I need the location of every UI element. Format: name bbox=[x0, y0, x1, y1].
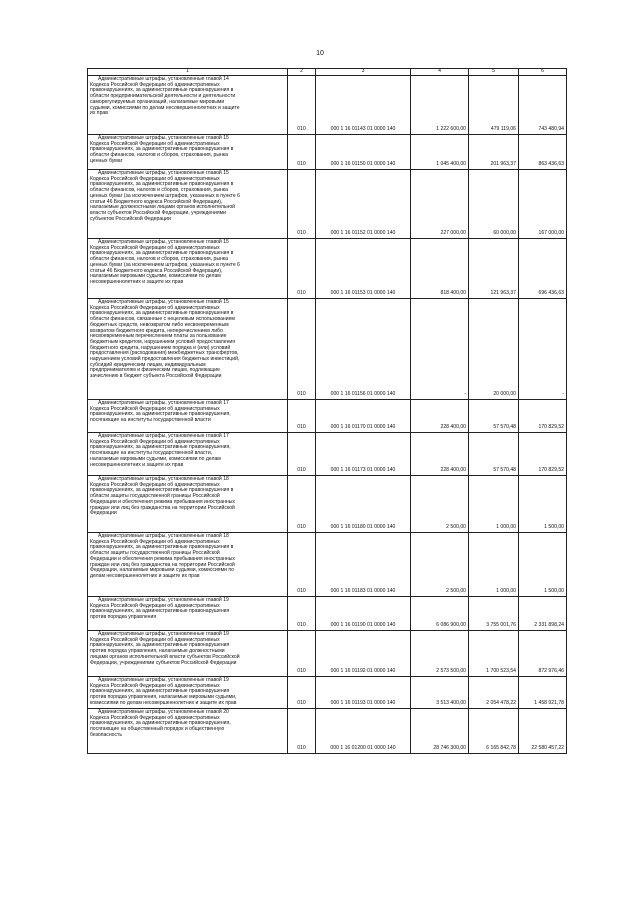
row-description-text: Административные штрафы, установленные главой 14 Кодекса Российской Федерации об административных правонарушениях, за административные правонарушения в области предпринимательской деятельности и деятельности саморегулируемых организаций, налагаемые мировыми судьями, комиссиями по делам несовершеннолетних и защите их прав bbox=[90, 76, 240, 117]
row-value-col5: 20 000,00 bbox=[469, 299, 519, 400]
row-line-code: 010 bbox=[288, 677, 316, 709]
row-description-text: Административные штрафы, установленные главой 17 Кодекса Российской Федерации об административных правонарушениях, за административные правонарушения, посягающие на институты государственной власти, налагаемые мировыми судьями, комиссиями по делам несовершеннолетних и защите их прав bbox=[90, 433, 231, 468]
row-description-text: Административные штрафы, установленные главой 19 Кодекса Российской Федерации об административных правонарушениях, за административные правонарушения против порядка управления, налагаемые должностными лицами органов исполнительной власти субъектов Российской Федерации, учреждениями субъектов Российской Федерации bbox=[90, 631, 240, 666]
row-description bbox=[88, 677, 288, 709]
row-description-text: Административные штрафы, установленные главой 15 Кодекса Российской Федерации об административных правонарушениях, за административные правонарушения в области финансов, налогов и сборов, страхования, рынка ценных бумаг (за исключением штрафов, указанных в пункте 6 статьи 46 Бюджетного кодекса Российской Федерации), налагаемые должностными лицами органов исполнительной власти субъектов Российской Федерации, учреждениями субъектов Российской Федерации bbox=[90, 170, 240, 222]
table-row bbox=[88, 76, 567, 135]
row-value-col6: 170 829,52 bbox=[519, 400, 567, 433]
header-row bbox=[88, 69, 567, 76]
row-value-col4: 818 400,00 bbox=[411, 239, 469, 299]
table-row bbox=[88, 476, 567, 533]
row-value-col4: - bbox=[411, 299, 469, 400]
page-number: 10 bbox=[316, 50, 324, 57]
table-row bbox=[88, 433, 567, 476]
row-description bbox=[88, 476, 288, 533]
row-value-col5: 3 755 001,76 bbox=[469, 597, 519, 631]
row-line-code: 010 bbox=[288, 476, 316, 533]
row-value-col5: 1 700 523,54 bbox=[469, 631, 519, 677]
row-value-col6: 1 500,00 bbox=[519, 533, 567, 597]
row-description bbox=[88, 239, 288, 299]
row-description-text: Административные штрафы, установленные главой 15 Кодекса Российской Федерации об административных правонарушениях, за административные правонарушения в области финансов, налогов и сборов, страхования, рынка ценных бумаг bbox=[90, 135, 234, 164]
row-budget-code: 000 1 16 01153 01 0000 140 bbox=[316, 239, 411, 299]
row-description bbox=[88, 631, 288, 677]
row-value-col4: 2 500,00 bbox=[411, 476, 469, 533]
row-value-col5: 201 963,37 bbox=[469, 135, 519, 170]
col-header-4: 4 bbox=[411, 69, 469, 76]
row-budget-code: 000 1 16 01190 01 0000 140 bbox=[316, 597, 411, 631]
row-description bbox=[88, 400, 288, 433]
row-value-col6: 1 458 921,78 bbox=[519, 677, 567, 709]
row-description-text: Административные штрафы, установленные главой 15 Кодекса Российской Федерации об административных правонарушениях, за административные правонарушения в области финансов, налогов и сборов, страхования, рынка ценных бумаг (за исключением штрафов, указанных в пункте 6 статьи 46 Бюджетного кодекса Российской Федерации), налагаемые мировыми судьями, комиссиями по делам несовершеннолетних и защите их прав bbox=[90, 239, 240, 285]
row-description bbox=[88, 170, 288, 239]
row-budget-code: 000 1 16 01150 01 0000 140 bbox=[316, 135, 411, 170]
table-row bbox=[88, 135, 567, 170]
row-value-col4: 6 086 900,00 bbox=[411, 597, 469, 631]
row-budget-code: 000 1 16 01183 01 0000 140 bbox=[316, 533, 411, 597]
table-row bbox=[88, 170, 567, 239]
row-value-col5: 6 165 842,78 bbox=[469, 709, 519, 754]
row-value-col5: 60 000,00 bbox=[469, 170, 519, 239]
row-value-col4: 228 400,00 bbox=[411, 433, 469, 476]
col-header-5: 5 bbox=[469, 69, 519, 76]
row-line-code: 010 bbox=[288, 299, 316, 400]
row-line-code: 010 bbox=[288, 709, 316, 754]
row-line-code: 010 bbox=[288, 597, 316, 631]
row-description-text: Административные штрафы, установленные главой 20 Кодекса Российской Федерации об административных правонарушениях, за административные правонарушения, посягающие на общественный порядок и общественную безопасность bbox=[90, 709, 231, 738]
row-value-col4: 3 513 400,00 bbox=[411, 677, 469, 709]
row-value-col5: 1 000,00 bbox=[469, 533, 519, 597]
row-line-code: 010 bbox=[288, 135, 316, 170]
row-value-col6: 2 331 898,24 bbox=[519, 597, 567, 631]
row-value-col5: 57 570,48 bbox=[469, 400, 519, 433]
row-budget-code: 000 1 16 01173 01 0000 140 bbox=[316, 433, 411, 476]
row-description bbox=[88, 299, 288, 400]
row-description-text: Административные штрафы, установленные главой 18 Кодекса Российской Федерации об административных правонарушениях, за административные правонарушения в области защиты государственной границы Российской Федерации и обеспечения режима пребывания иностранных граждан или лиц без гражданства на территории Российской Федерации, налагаемые мировыми судьями, комиссиями по делам несовершеннолетних и защите их прав bbox=[90, 533, 235, 579]
row-budget-code: 000 1 16 01170 01 0000 140 bbox=[316, 400, 411, 433]
row-value-col6: 743 480,94 bbox=[519, 76, 567, 135]
table-row bbox=[88, 533, 567, 597]
report-table bbox=[87, 68, 567, 754]
row-line-code: 010 bbox=[288, 433, 316, 476]
row-value-col4: 28 746 300,00 bbox=[411, 709, 469, 754]
col-header-2: 2 bbox=[288, 69, 316, 76]
row-value-col5: 2 054 478,22 bbox=[469, 677, 519, 709]
row-line-code: 010 bbox=[288, 239, 316, 299]
table-row bbox=[88, 597, 567, 631]
table-row bbox=[88, 677, 567, 709]
row-description-text: Административные штрафы, установленные главой 18 Кодекса Российской Федерации об административных правонарушениях, за административные правонарушения в области защиты государственной границы Российской Федерации и обеспечения режима пребывания иностранных граждан или лиц без гражданства на территории Российской Федерации bbox=[90, 476, 235, 517]
row-budget-code: 000 1 16 01193 01 0000 140 bbox=[316, 677, 411, 709]
table-row bbox=[88, 631, 567, 677]
row-value-col6: 167 000,00 bbox=[519, 170, 567, 239]
row-value-col4: 228 400,00 bbox=[411, 400, 469, 433]
row-description bbox=[88, 597, 288, 631]
row-line-code: 010 bbox=[288, 170, 316, 239]
row-value-col6: 863 436,63 bbox=[519, 135, 567, 170]
row-value-col4: 2 573 500,00 bbox=[411, 631, 469, 677]
row-budget-code: 000 1 16 01152 01 0000 140 bbox=[316, 170, 411, 239]
row-line-code: 010 bbox=[288, 76, 316, 135]
row-value-col6: 872 976,46 bbox=[519, 631, 567, 677]
row-value-col4: 1 045 400,00 bbox=[411, 135, 469, 170]
col-header-1: 1 bbox=[88, 69, 288, 76]
row-description bbox=[88, 135, 288, 170]
row-description-text: Административные штрафы, установленные главой 15 Кодекса Российской Федерации об административных правонарушениях, за административные правонарушения в области финансов, связанные с нецелевым использованием бюджетных средств, невозвратом либо несвоевременным возвратом бюджетного кредита, неперечислением либо несвоевременным перечислением платы за пользование бюджетным кредитом, нарушением условий предоставления бюджетного кредита, нарушением порядка и (или) условий предоставления (расходования) межбюджетных трансфертов, нарушением условий предоставления бюджетных инвестиций, субсидий юридическим лицам, индивидуальным предпринимателям и физическим лицам, подлежащие зачислению в бюджет субъекта Российской Федерации bbox=[90, 299, 240, 380]
row-description-text: Административные штрафы, установленные главой 19 Кодекса Российской Федерации об административных правонарушениях, за административные правонарушения против порядка управления, налагаемые мировыми судьями, комиссиями по делам несовершеннолетних и защите их прав bbox=[90, 677, 237, 706]
row-budget-code: 000 1 16 01200 01 0000 140 bbox=[316, 709, 411, 754]
row-line-code: 010 bbox=[288, 400, 316, 433]
table-row bbox=[88, 239, 567, 299]
col-header-3: 3 bbox=[316, 69, 411, 76]
table-body bbox=[88, 76, 567, 754]
table-row bbox=[88, 299, 567, 400]
col-header-6: 6 bbox=[519, 69, 567, 76]
row-line-code: 010 bbox=[288, 533, 316, 597]
row-line-code: 010 bbox=[288, 631, 316, 677]
row-value-col6: 1 500,00 bbox=[519, 476, 567, 533]
row-value-col5: 57 570,48 bbox=[469, 433, 519, 476]
row-budget-code: 000 1 16 01143 01 0000 140 bbox=[316, 76, 411, 135]
row-value-col6: 696 436,63 bbox=[519, 239, 567, 299]
row-description-text: Административные штрафы, установленные главой 19 Кодекса Российской Федерации об административных правонарушениях, за административные правонарушения против порядка управления bbox=[90, 597, 230, 621]
row-description bbox=[88, 709, 288, 754]
row-value-col5: 1 000,00 bbox=[469, 476, 519, 533]
row-value-col5: 479 119,06 bbox=[469, 76, 519, 135]
row-value-col4: 1 222 600,00 bbox=[411, 76, 469, 135]
row-description-text: Административные штрафы, установленные главой 17 Кодекса Российской Федерации об административных правонарушениях, за административные правонарушения, посягающие на институты государственной власти bbox=[90, 400, 231, 424]
row-value-col4: 227 000,00 bbox=[411, 170, 469, 239]
row-value-col5: 121 963,37 bbox=[469, 239, 519, 299]
row-value-col4: 2 500,00 bbox=[411, 533, 469, 597]
row-budget-code: 000 1 16 01180 01 0000 140 bbox=[316, 476, 411, 533]
table-row bbox=[88, 709, 567, 754]
row-description bbox=[88, 433, 288, 476]
row-value-col6: 22 580 457,22 bbox=[519, 709, 567, 754]
row-value-col6: 170 829,52 bbox=[519, 433, 567, 476]
row-description bbox=[88, 533, 288, 597]
row-budget-code: 000 1 16 01156 01 0000 140 bbox=[316, 299, 411, 400]
row-description bbox=[88, 76, 288, 135]
row-value-col6: - bbox=[519, 299, 567, 400]
row-budget-code: 000 1 16 01192 01 0000 140 bbox=[316, 631, 411, 677]
table-row bbox=[88, 400, 567, 433]
